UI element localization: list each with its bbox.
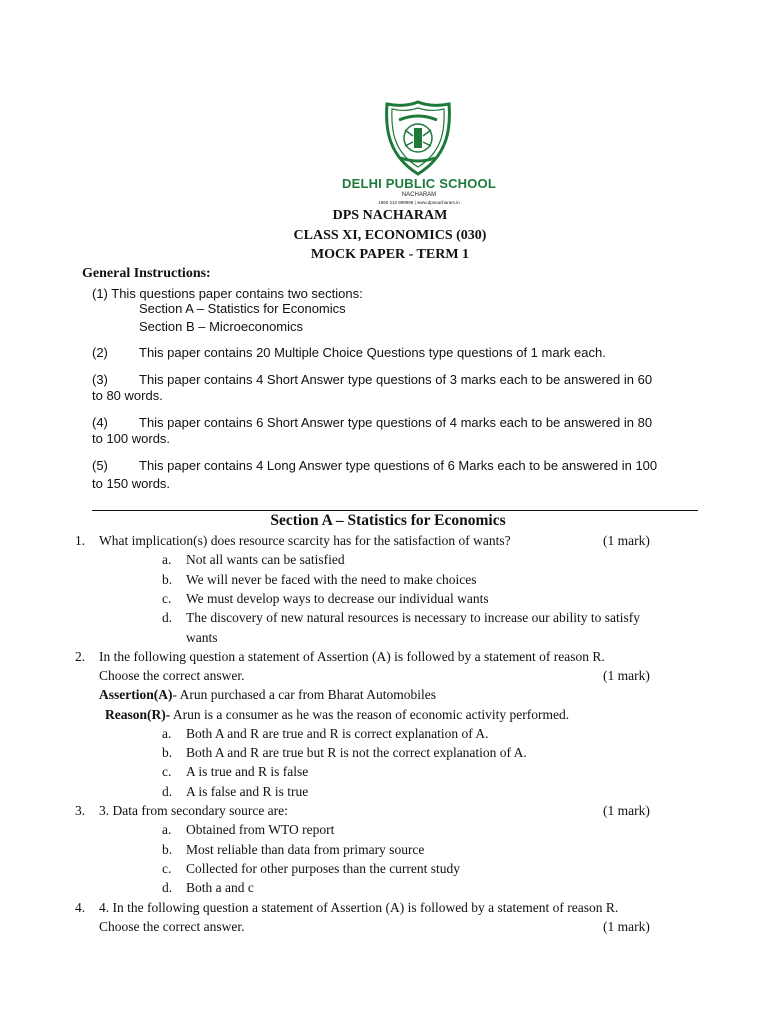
q3-option-b: Most reliable than data from primary source [186, 842, 425, 857]
assertion-text: - Arun purchased a car from Bharat Automobiles [172, 687, 437, 702]
q4-text: 4. In the following question a statement of Assertion (A) is followed by a statement of reason R. [99, 900, 619, 915]
q1-option-label: c. [162, 591, 172, 606]
page-title: DPS NACHARAM [332, 208, 448, 223]
q2-assertion [99, 687, 436, 703]
instruction-1-section-b: Section B – Microeconomics [139, 319, 304, 334]
q3-marks: (1 mark) [603, 803, 650, 818]
instruction-2: This paper contains 20 Multiple Choice Questions type questions of 1 mark each. [139, 345, 606, 360]
q1-option-d: The discovery of new natural resources is necessary to increase our ability to satisfy [186, 610, 640, 625]
instructions-heading: General Instructions: [82, 266, 211, 281]
q2-option-label: d. [162, 784, 173, 799]
q1-option-label: a. [162, 552, 172, 567]
q1-option-label: d. [162, 610, 173, 625]
q3-text: 3. Data from secondary source are: [99, 803, 288, 818]
q2-text: In the following question a statement of Assertion (A) is followed by a statement of reason R. [99, 649, 605, 664]
instruction-4-cont: to 100 words. [92, 431, 171, 446]
q3-option-label: c. [162, 861, 172, 876]
q1-option-label: b. [162, 572, 173, 587]
section-a-heading: Section A – Statistics for Economics [270, 512, 506, 529]
q1-option-a: Not all wants can be satisfied [186, 552, 345, 567]
instruction-1: (1) This questions paper contains two sections: [92, 286, 363, 301]
q2-marks: (1 mark) [603, 668, 650, 683]
q2-reason [105, 707, 569, 723]
q2-option-label: a. [162, 726, 172, 741]
q2-text-cont: Choose the correct answer. [99, 668, 245, 683]
paper-title: MOCK PAPER - TERM 1 [310, 247, 470, 262]
instruction-2-number: (2) [92, 345, 108, 360]
reason-label: Reason(R)- [105, 707, 171, 722]
q3-option-a: Obtained from WTO report [186, 822, 335, 837]
instruction-3-cont: to 80 words. [92, 388, 163, 403]
instruction-1-section-a: Section A – Statistics for Economics [139, 301, 346, 316]
school-branch: NACHARAM [401, 192, 437, 198]
q1-number: 1. [75, 533, 86, 548]
q2-option-a: Both A and R are true and R is correct explanation of A. [186, 726, 489, 741]
instruction-5: This paper contains 4 Long Answer type questions of 6 Marks each to be answered in 100 [139, 458, 658, 473]
q2-option-c: A is true and R is false [186, 764, 309, 779]
q3-number: 3. [75, 803, 86, 818]
q2-option-b: Both A and R are true but R is not the correct explanation of A. [186, 745, 527, 760]
q3-option-label: d. [162, 880, 173, 895]
school-crest-icon [383, 100, 453, 176]
q1-option-c: We must develop ways to decrease our individual wants [186, 591, 489, 606]
school-logo [383, 100, 453, 176]
instruction-4-number: (4) [92, 415, 108, 430]
instruction-5-number: (5) [92, 458, 108, 473]
q4-marks: (1 mark) [603, 919, 650, 934]
q2-option-label: b. [162, 745, 173, 760]
q3-option-c: Collected for other purposes than the current study [186, 861, 461, 876]
school-contact: 1860 212 999999 | www.dpsnacharam.in [378, 200, 460, 205]
class-title: CLASS XI, ECONOMICS (030) [293, 228, 487, 243]
school-name: DELHI PUBLIC SCHOOL [341, 176, 497, 191]
instruction-4: This paper contains 6 Short Answer type questions of 4 marks each to be answered in 80 [139, 415, 653, 430]
section-divider [92, 510, 698, 511]
q1-text: What implication(s) does resource scarcity has for the satisfaction of wants? [99, 533, 511, 548]
instruction-3-number: (3) [92, 372, 108, 387]
q4-number: 4. [75, 900, 86, 915]
reason-text: Arun is a consumer as he was the reason of economic activity performed. [170, 707, 570, 722]
q1-marks: (1 mark) [603, 533, 650, 548]
q1-option-b: We will never be faced with the need to make choices [186, 572, 477, 587]
q3-option-label: a. [162, 822, 172, 837]
assertion-label: Assertion(A) [99, 687, 173, 702]
q2-number: 2. [75, 649, 86, 664]
q3-option-label: b. [162, 842, 173, 857]
q4-text-cont: Choose the correct answer. [99, 919, 245, 934]
q2-option-d: A is false and R is true [186, 784, 309, 799]
q1-option-d-cont: wants [186, 630, 218, 645]
q3-option-d: Both a and c [186, 880, 254, 895]
q2-option-label: c. [162, 764, 172, 779]
instruction-5-cont: to 150 words. [92, 476, 171, 491]
instruction-3: This paper contains 4 Short Answer type questions of 3 marks each to be answered in 60 [139, 372, 653, 387]
